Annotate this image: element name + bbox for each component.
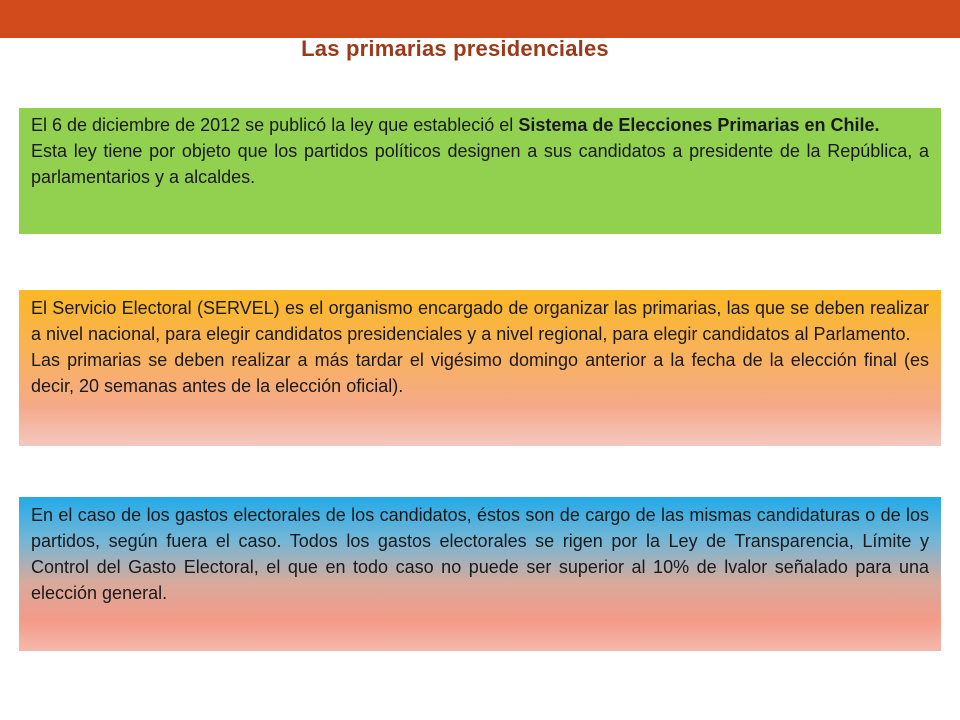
servel-paragraph-1: El Servicio Electoral (SERVEL) es el organismo encargado de organizar las primarias, las que se deben realizar a nivel nacional, para elegir candidatos presidenciales y a nivel regional, para elegir candidatos al Parlamento. [31, 298, 929, 344]
intro-text: El 6 de diciembre de 2012 se publicó la ley que estableció el [31, 115, 519, 135]
page-title: Las primarias presidenciales [301, 36, 609, 61]
servel-box [19, 290, 941, 446]
servel-paragraph-2: Las primarias se deben realizar a más tardar el vigésimo domingo anterior a la fecha de la elección final (es decir, 20 semanas antes de la elección oficial). [31, 350, 929, 396]
intro-paragraph-1 [31, 112, 929, 138]
expenses-paragraph: En el caso de los gastos electorales de los candidatos, éstos son de cargo de las mismas candidaturas o de los partidos, según fuera el caso. Todos los gastos electorales se rigen por la Ley de Transparencia, Límite y Control del Gasto Electoral, el que en todo caso no puede ser superior al 10% de lvalor señalado para una elección general. [31, 505, 929, 603]
header-bar [0, 0, 960, 38]
intro-box [19, 108, 941, 234]
expenses-box [19, 497, 941, 651]
intro-paragraph-2: Esta ley tiene por objeto que los partidos políticos designen a sus candidatos a presidente de la República, a parlamentarios y a alcaldes. [31, 141, 929, 187]
intro-highlight: Sistema de Elecciones Primarias en Chile. [518, 115, 880, 135]
